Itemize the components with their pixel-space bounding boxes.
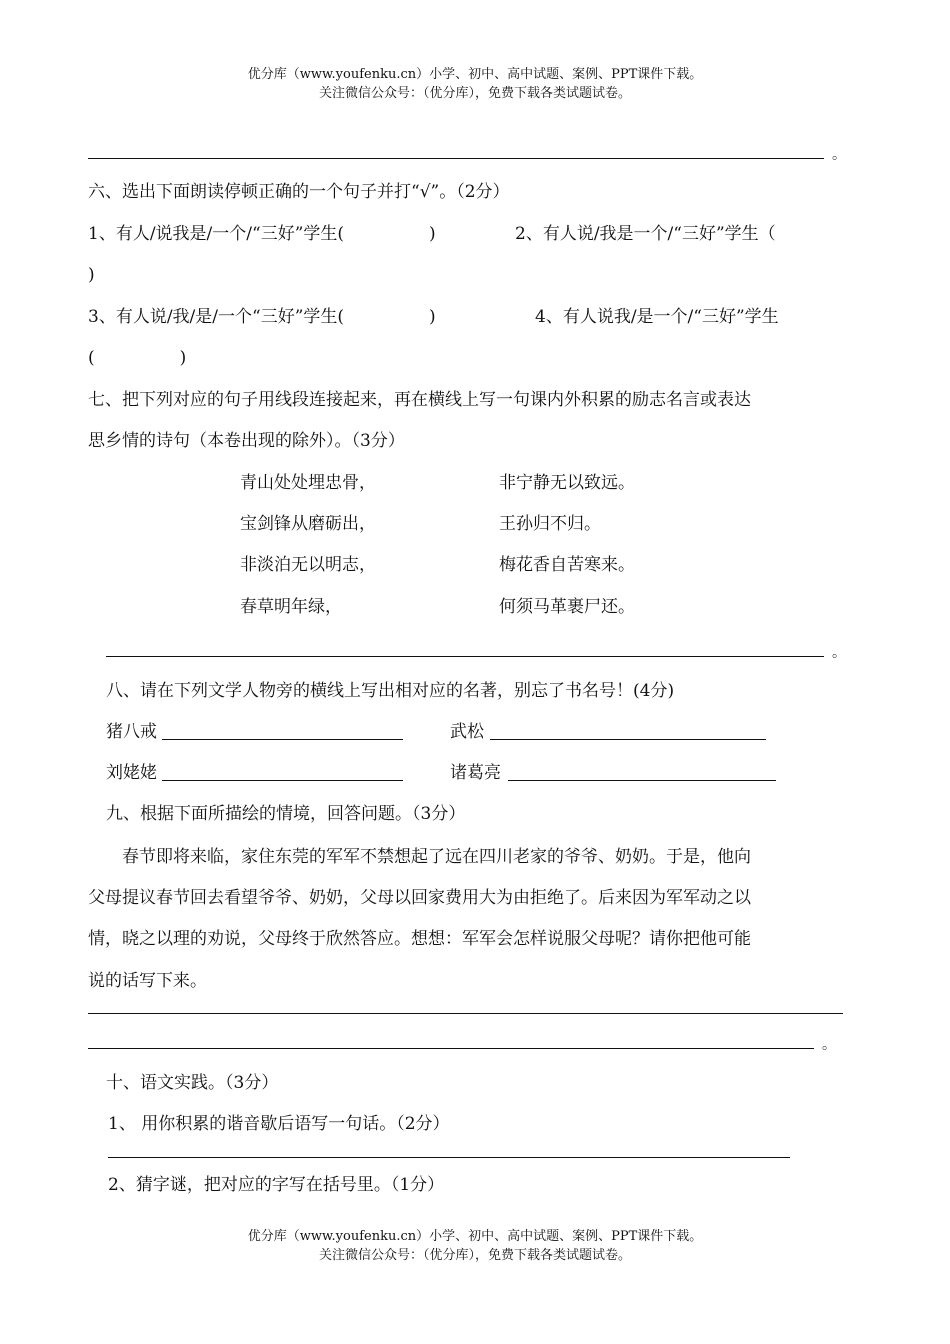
option-2-bracket: ) — [88, 265, 95, 285]
answer-line — [162, 780, 403, 781]
character-name: 诸葛亮 — [450, 763, 501, 783]
character-name: 猪八戒 — [106, 722, 157, 742]
answer-line — [88, 158, 824, 159]
section-6-title: 六、选出下面朗读停顿正确的一个句子并打“√”。（2分） — [88, 182, 510, 202]
right-phrase: 梅花香自苦寒来。 — [499, 555, 635, 575]
scenario-paragraph: 父母提议春节回去看望爷爷、奶奶，父母以回家费用大为由拒绝了。后来因为军军动之以 — [88, 888, 751, 908]
answer-line — [106, 656, 824, 657]
period-mark: 。 — [822, 1037, 836, 1053]
page-header-line-2: 关注微信公众号：（优分库），免费下载各类试题试卷。 — [318, 86, 631, 101]
option-4: 4、有人说我/是一个/“三好”学生 — [535, 307, 779, 327]
left-phrase: 宝剑锋从磨砺出， — [240, 514, 376, 534]
answer-line — [490, 739, 766, 740]
character-name: 刘姥姥 — [106, 763, 157, 783]
right-phrase: 王孙归不归。 — [499, 514, 601, 534]
section-8-title: 八、请在下列文学人物旁的横线上写出相对应的名著，别忘了书名号！(4分) — [106, 681, 675, 701]
option-4-bracket: ( ) — [88, 348, 187, 368]
option-2: 2、有人说/我是一个/“三好”学生（ — [515, 224, 776, 244]
section-7-title-line-1: 七、把下列对应的句子用线段连接起来，再在横线上写一句课内外积累的励志名言或表达 — [88, 390, 751, 410]
left-phrase: 非淡泊无以明志， — [240, 555, 376, 575]
answer-line — [88, 1013, 843, 1014]
right-phrase: 非宁静无以致远。 — [499, 473, 635, 493]
answer-line — [508, 780, 776, 781]
left-phrase: 青山处处埋忠骨， — [240, 473, 376, 493]
answer-line — [108, 1157, 790, 1158]
section-10-title: 十、语文实践。（3分） — [106, 1073, 279, 1093]
answer-line — [162, 739, 403, 740]
page-footer-line-1: 优分库（www.youfenku.cn）小学、初中、高中试题、案例、PPT课件下载。 — [247, 1229, 703, 1244]
answer-line — [88, 1048, 814, 1049]
period-mark: 。 — [832, 645, 846, 661]
option-3: 3、有人说/我/是/一个“三好”学生( ) — [88, 307, 436, 327]
page-header-line-1: 优分库（www.youfenku.cn）小学、初中、高中试题、案例、PPT课件下载。 — [247, 67, 703, 82]
option-1: 1、有人/说我是/一个/“三好”学生( ) — [88, 224, 436, 244]
period-mark: 。 — [832, 147, 846, 163]
right-phrase: 何须马革裹尸还。 — [499, 597, 635, 617]
section-9-title: 九、根据下面所描绘的情境，回答问题。（3分） — [106, 804, 466, 824]
scenario-paragraph: 春节即将来临，家住东莞的军军不禁想起了远在四川老家的爷爷、奶奶。于是，他向 — [122, 847, 751, 867]
character-name: 武松 — [450, 722, 484, 742]
practice-question-1: 1、 用你积累的谐音歇后语写一句话。（2分） — [108, 1114, 450, 1134]
page-footer-line-2: 关注微信公众号：（优分库），免费下载各类试题试卷。 — [318, 1248, 631, 1263]
section-7-title-line-2: 思乡情的诗句（本卷出现的除外）。（3分） — [88, 431, 405, 451]
scenario-paragraph: 说的话写下来。 — [88, 971, 207, 991]
left-phrase: 春草明年绿， — [240, 597, 342, 617]
scenario-paragraph: 情，晓之以理的劝说，父母终于欣然答应。想想：军军会怎样说服父母呢？请你把他可能 — [88, 929, 751, 949]
practice-question-2: 2、猜字谜，把对应的字写在括号里。（1分） — [108, 1175, 445, 1195]
